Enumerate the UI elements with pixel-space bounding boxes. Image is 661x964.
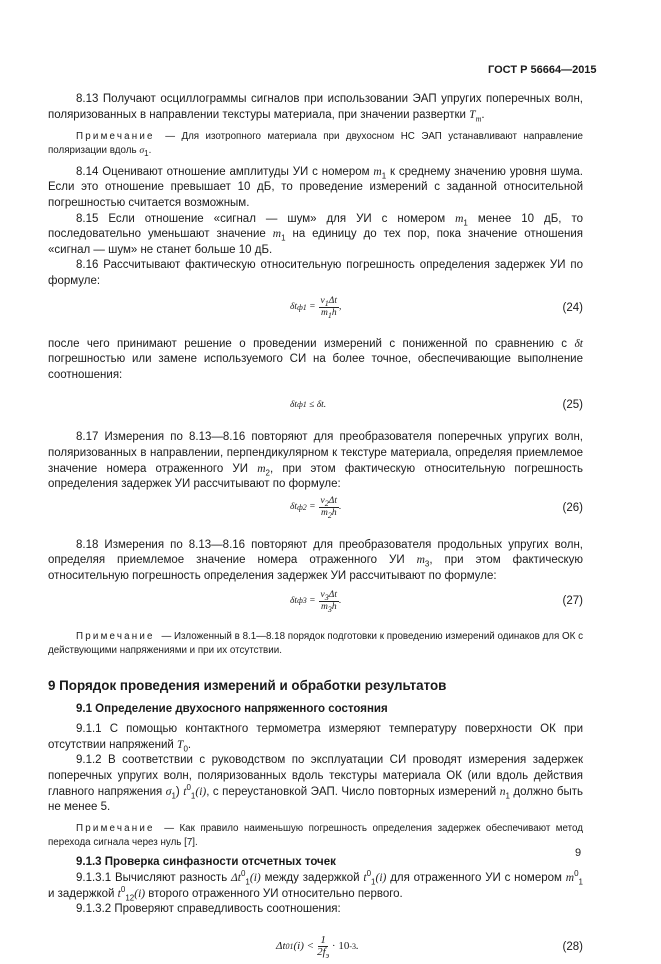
formula-25-body: δt ф 1 ≤ δt. [290, 399, 327, 410]
formula-26 [48, 494, 583, 522]
formula-28-number: (28) [562, 940, 583, 953]
section-9-heading: 9 Порядок проведения измерений и обработки результатов [48, 678, 447, 694]
section-9-1-3-heading: 9.1.3 Проверка синфазности отсчетных точек [76, 856, 336, 869]
note-8-13: Примечание — Для изотропного материала при двухосном НС ЭАП устанавливают направление поляризации вдоль $\sigma_1$. [48, 131, 583, 158]
para-9-1-1: 9.1.1 С помощью контактного термометра измеряют температуру поверхности ОК при отсутствии напряжений $T_0$. [48, 723, 583, 754]
section-9-1-heading: 9.1 Определение двухосного напряженного состояния [76, 702, 388, 715]
note-9-1-2: Примечание — Как правило наименьшую погрешность определения задержек обеспечивают метод перехода сигнала через нуль [7]. [48, 822, 583, 848]
formula-27 [48, 587, 583, 615]
page-content [48, 92, 583, 964]
formula-28-body: Δt 0 1 (i) < $\frac{1}{2f_э}$ · 10 -3 . [276, 934, 359, 961]
formula-27-number: (27) [562, 595, 583, 608]
para-8-18: 8.18 Измерения по 8.13—8.16 повторяют для преобразователя продольных упругих волн, определяя приемлемое значение номера отраженного УИ $m_3$, при этом фактическую относительную погрешность определения задержек УИ рассчитывают по формуле: [48, 538, 584, 582]
page-number: 9 [575, 847, 582, 859]
formula-27-body: δt ф 3 = $\frac{v_3\Delta t}{m_3h}$ . [290, 589, 342, 614]
formula-25-number: (25) [562, 399, 583, 412]
formula-26-number: (26) [562, 501, 583, 514]
para-8-15: 8.15 Если отношение «сигнал — шум» для УИ с номером $m_1$ менее 10 дБ, то последовательно уменьшают значение $m_1$ на единицу до тех пор, пока значение отношения «сигнал — шум» не станет больше 10 дБ. [48, 212, 584, 256]
formula-24 [48, 294, 583, 322]
note-8-18: Примечание — Изложенный в 8.1—8.18 порядок подготовки к проведению измерений одинаков для ОК с действующими напряжениями и при их отсутствии. [48, 631, 583, 657]
para-8-14: 8.14 Оценивают отношение амплитуды УИ с номером $m_1$ к среднему значению уровня шума. Если это отношение превышает 10 дБ, то проведение измерений с заданной относительной погрешностью считается возможным. [48, 165, 583, 209]
document-code: ГОСТ Р 56664—2015 [488, 64, 597, 76]
formula-25 [48, 391, 583, 419]
para-9-1-2: 9.1.2 В соответствии с руководством по эксплуатации СИ проводят измерения задержек поперечных упругих волн, поляризованных вдоль текстуры материала ОК (или вдоль действия главного напряжения $\sigma_1$) $t^0_1(i)$, с переустановкой ЭАП. Число повторных измерений $n_1$ должно быть не менее 5. [48, 754, 584, 814]
formula-24-body: δt ф 1 = $\frac{v_1\Delta t}{m_1h}$ , [290, 296, 342, 320]
para-8-16: 8.16 Рассчитывают фактическую относительную погрешность определения задержек УИ по формуле: [48, 259, 583, 287]
para-8-13: 8.13 Получают осциллограммы сигналов при использовании ЭАП упругих поперечных волн, поляризованных в направлении текстуры материала, при значении развертки $T_m$. [48, 93, 583, 123]
para-after-24: после чего принимают решение о проведении измерений с пониженной по сравнению с δt погрешностью или замене используемого СИ на более точное, обеспечивающие выполнение соотношения: [48, 337, 583, 381]
formula-26-body: δt ф 2 = $\frac{v_2\Delta t}{m_2h}$ . [290, 496, 342, 521]
para-8-17: 8.17 Измерения по 8.13—8.16 повторяют для преобразователя поперечных упругих волн, поляризованных в направлении, перпендикулярном к текстуре материала, определяя приемлемое значение номера отраженного УИ $m_2$, при этом фактическую относительную погрешность определения задержек УИ рассчитывают по формуле: [48, 431, 584, 491]
para-9-1-3-1: 9.1.3.1 Вычисляют разность $\Delta t^0_1(i)$ между задержкой $t^0_1(i)$ для отраженного УИ с номером $m^0_1$ и задержкой $t^0_{12}(i)$ второго отраженного УИ относительно первого. [48, 869, 583, 902]
formula-24-number: (24) [562, 301, 583, 314]
para-9-1-3-2: 9.1.3.2 Проверяют справедливость соотношения: [76, 903, 341, 916]
